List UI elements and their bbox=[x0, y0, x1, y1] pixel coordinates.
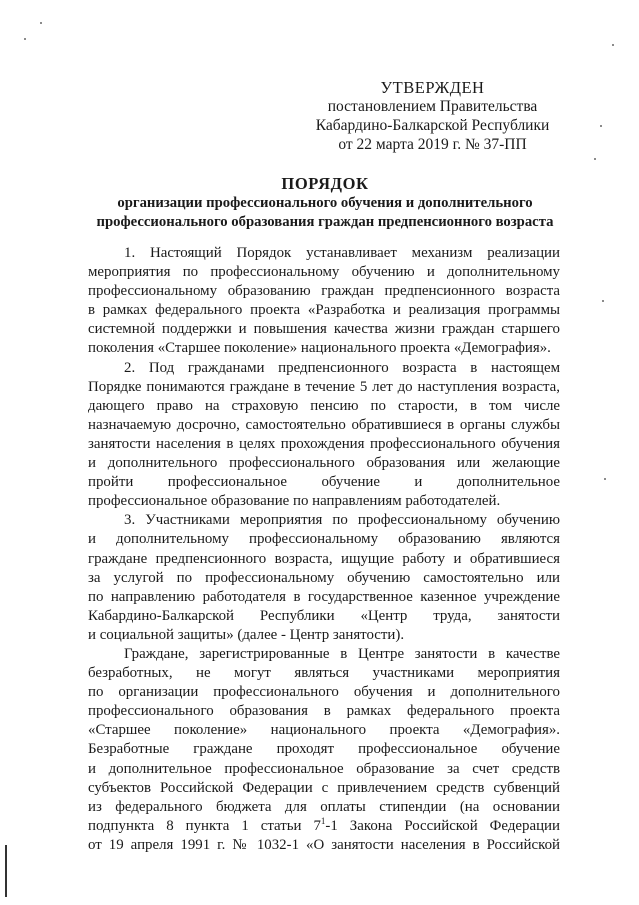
body-line: мероприятия по профессиональному обучению и дополнительному bbox=[88, 264, 560, 281]
scan-speck bbox=[612, 44, 614, 46]
body-line: от 19 апреля 1991 г. № 1032-1 «О занятости населения в Российской bbox=[88, 836, 560, 853]
body-line: и дополнительному профессиональному образованию являются bbox=[88, 531, 560, 548]
body-line: поколения «Старшее поколение» национального проекта «Демография». bbox=[88, 340, 551, 357]
approval-block bbox=[300, 78, 565, 154]
body-line: Безработные граждане проходят профессиональное обучение bbox=[88, 741, 560, 758]
body-line-text: подпункта 8 пункта 1 статьи 7 bbox=[88, 817, 321, 834]
approval-line-1: постановлением Правительства bbox=[327, 98, 538, 115]
approval-line-3: от 22 марта 2019 г. № 37-ПП bbox=[338, 136, 527, 153]
body-line: и дополнительного профессионального образования или желающие bbox=[88, 455, 560, 472]
body-line: дающего право на страховую пенсию по старости, в том числе bbox=[88, 397, 560, 414]
body-line: Граждане, зарегистрированные в Центре занятости в качестве bbox=[124, 645, 560, 662]
body-line: граждане предпенсионного возраста, ищущие работу и обратившиеся bbox=[88, 550, 560, 567]
body-line: Порядке понимаются граждане в течение 5 лет до наступления возраста, bbox=[88, 378, 560, 395]
body-line: по направлению работодателя в государственное казенное учреждение bbox=[88, 588, 560, 605]
body-line: профессионального образования в рамках федерального проекта bbox=[88, 703, 560, 720]
body-line: безработных, не могут являться участниками мероприятия bbox=[88, 665, 560, 682]
body-line: профессиональному образованию граждан предпенсионного возраста bbox=[88, 283, 560, 300]
body-line: системной поддержки и повышения качества жизни граждан старшего bbox=[88, 321, 560, 338]
body-line: 1. Настоящий Порядок устанавливает механизм реализации bbox=[124, 245, 560, 261]
document-title: ПОРЯДОК bbox=[281, 174, 369, 193]
subtitle-line-1: организации профессионального обучения и дополнительного bbox=[117, 195, 533, 211]
approval-line-2: Кабардино-Балкарской Республики bbox=[315, 117, 550, 134]
scan-speck bbox=[604, 478, 606, 480]
body-line: назначаемую досрочно, самостоятельно обратившиеся в органы службы bbox=[88, 416, 560, 433]
approved-stamp-text: УТВЕРЖДЕН bbox=[380, 78, 485, 97]
body-line bbox=[88, 817, 560, 836]
body-line: Кабардино-Балкарской Республики «Центр труда, занятости bbox=[88, 607, 560, 624]
body-line: «Старшее поколение» национального проекта «Демография». bbox=[88, 722, 560, 739]
scan-speck bbox=[40, 22, 42, 24]
scan-edge-mark bbox=[5, 845, 7, 897]
body-line: занятости населения в целях прохождения профессионального обучения bbox=[88, 435, 560, 452]
scan-speck bbox=[24, 38, 26, 40]
body-line: 2. Под гражданами предпенсионного возраста в настоящем bbox=[124, 359, 560, 376]
scan-speck bbox=[602, 300, 604, 302]
subtitle-line-2: профессионального образования граждан предпенсионного возраста bbox=[96, 214, 554, 230]
superscript-number: 1 bbox=[320, 815, 326, 826]
body-line: 3. Участниками мероприятия по профессиональному обучению bbox=[124, 512, 560, 529]
document-body bbox=[88, 244, 560, 855]
body-line: за услугой по профессиональному обучению самостоятельно или bbox=[88, 569, 560, 586]
body-line-text: -1 Закона Российской Федерации bbox=[325, 817, 560, 834]
body-line: и дополнительное профессиональное образование за счет средств bbox=[88, 760, 560, 777]
scan-speck bbox=[600, 125, 602, 127]
body-line: и социальной защиты» (далее - Центр занятости). bbox=[88, 626, 405, 643]
scan-speck bbox=[594, 158, 596, 160]
body-line: в рамках федерального проекта «Разработка и реализация программы bbox=[88, 302, 560, 319]
document-subtitle bbox=[80, 194, 570, 232]
body-line: из федерального бюджета для оплаты стипендии (на основании bbox=[88, 798, 560, 815]
body-line: субъектов Российской Федерации с привлечением средств субвенций bbox=[88, 779, 560, 796]
body-line: профессиональное образование по направлениям работодателей. bbox=[88, 493, 501, 510]
body-line: пройти профессиональное обучение и дополнительное bbox=[88, 474, 560, 491]
body-line: по организации профессионального обучения и дополнительного bbox=[88, 684, 560, 701]
